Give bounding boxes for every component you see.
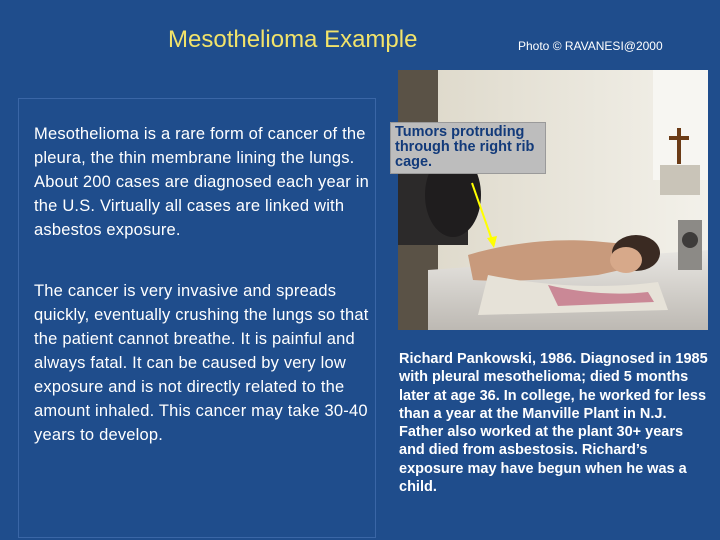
photo-credit: Photo © RAVANESI@2000 bbox=[518, 39, 663, 53]
crucifix-icon bbox=[677, 128, 681, 164]
photo-caption: Richard Pankowski, 1986. Diagnosed in 1985 with pleural mesothelioma; died 5 months later at age 36. In college, he worked for less than a year at the Manville Plant in N.J. Father also worked at the plant 30+ years and died from asbestosis. Richard’s exposure may have begun when he was a child. bbox=[399, 351, 708, 496]
slide-title: Mesothelioma Example bbox=[168, 26, 418, 53]
description-paragraph: The cancer is very invasive and spreads quickly, eventually crushing the lungs so that the patient cannot breathe. It is painful and always fatal. It can be caused by very low exposure and is not directly related to the amount inhaled. This cancer may take 30-40 years to develop. bbox=[34, 282, 369, 444]
intro-paragraph: Mesothelioma is a rare form of cancer of the pleura, the thin membrane lining the lungs. About 200 cases are diagnosed each year in the U.S. Virtually all cases are linked with asbestos exposure. bbox=[34, 125, 369, 239]
tumor-callout: Tumors protruding through the right rib cage. bbox=[390, 122, 546, 174]
patient-photo bbox=[398, 70, 708, 330]
